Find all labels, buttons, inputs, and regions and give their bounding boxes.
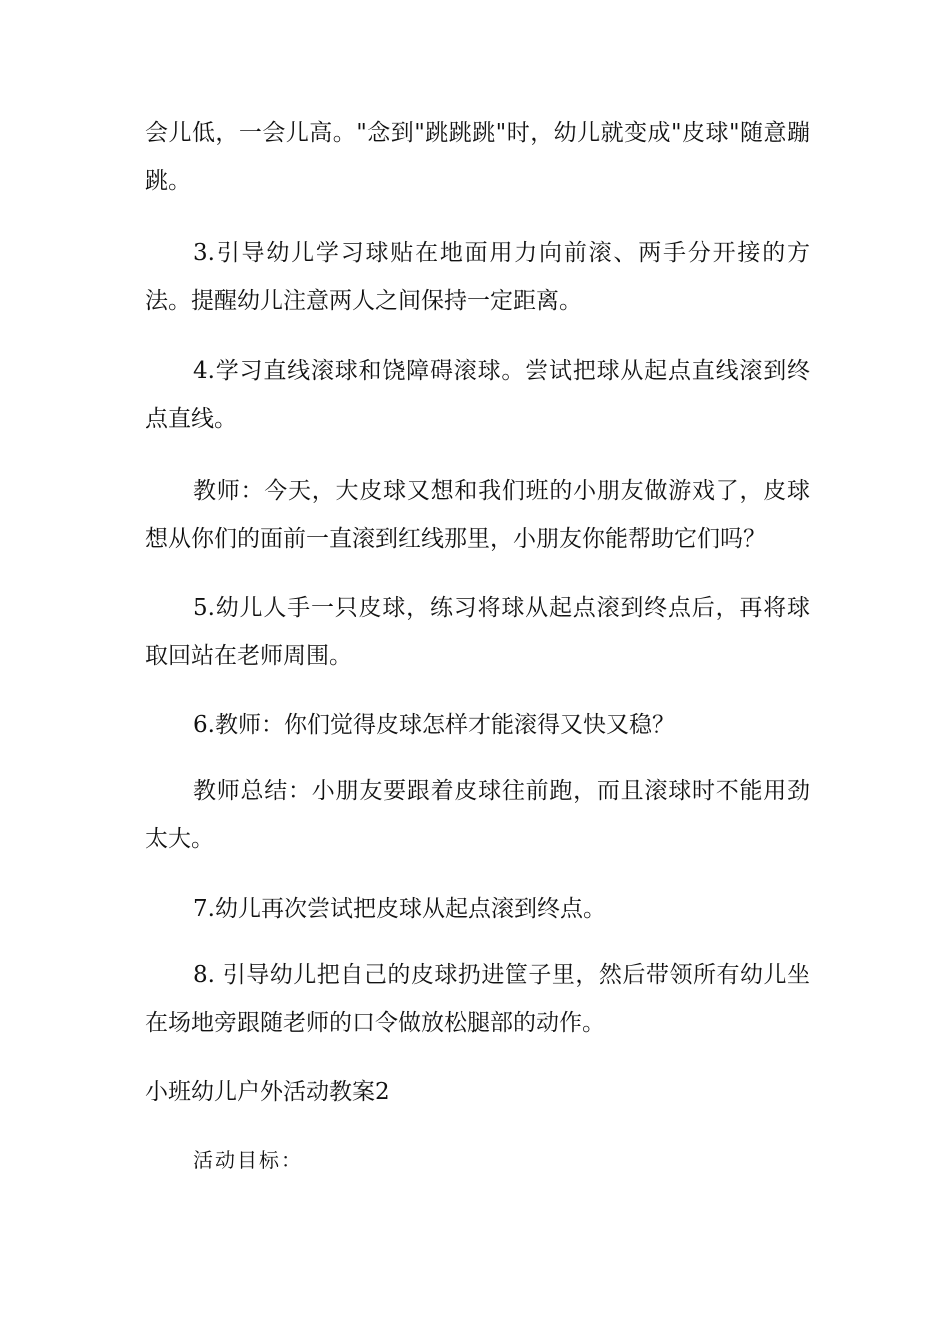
paragraph-step-8: 8. 引导幼儿把自己的皮球扔进筐子里，然后带领所有幼儿坐在场地旁跟随老师的口令做放松腿部的动作。 [145, 962, 810, 1036]
paragraph-step-6: 6.教师：你们觉得皮球怎样才能滚得又快又稳？ [193, 712, 675, 738]
paragraph-step-5: 5.幼儿人手一只皮球，练习将球从起点滚到终点后，再将球取回站在老师周围。 [145, 595, 810, 669]
paragraph-teacher-speech: 教师：今天，大皮球又想和我们班的小朋友做游戏了，皮球想从你们的面前一直滚到红线那里，小朋友你能帮助它们吗？ [145, 478, 810, 552]
section-subtitle: 活动目标： [193, 1148, 303, 1172]
paragraph-teacher-summary: 教师总结：小朋友要跟着皮球往前跑，而且滚球时不能用劲太大。 [145, 778, 810, 852]
section-title: 小班幼儿户外活动教案2 [145, 1079, 390, 1105]
paragraph-continuation: 会儿低，一会儿高。"念到"跳跳跳"时，幼儿就变成"皮球"随意蹦跳。 [145, 120, 810, 194]
paragraph-step-4: 4.学习直线滚球和饶障碍滚球。尝试把球从起点直线滚到终点直线。 [145, 358, 810, 432]
paragraph-step-3: 3.引导幼儿学习球贴在地面用力向前滚、两手分开接的方法。提醒幼儿注意两人之间保持一定距离。 [145, 240, 810, 314]
paragraph-step-7: 7.幼儿再次尝试把皮球从起点滚到终点。 [193, 896, 606, 922]
